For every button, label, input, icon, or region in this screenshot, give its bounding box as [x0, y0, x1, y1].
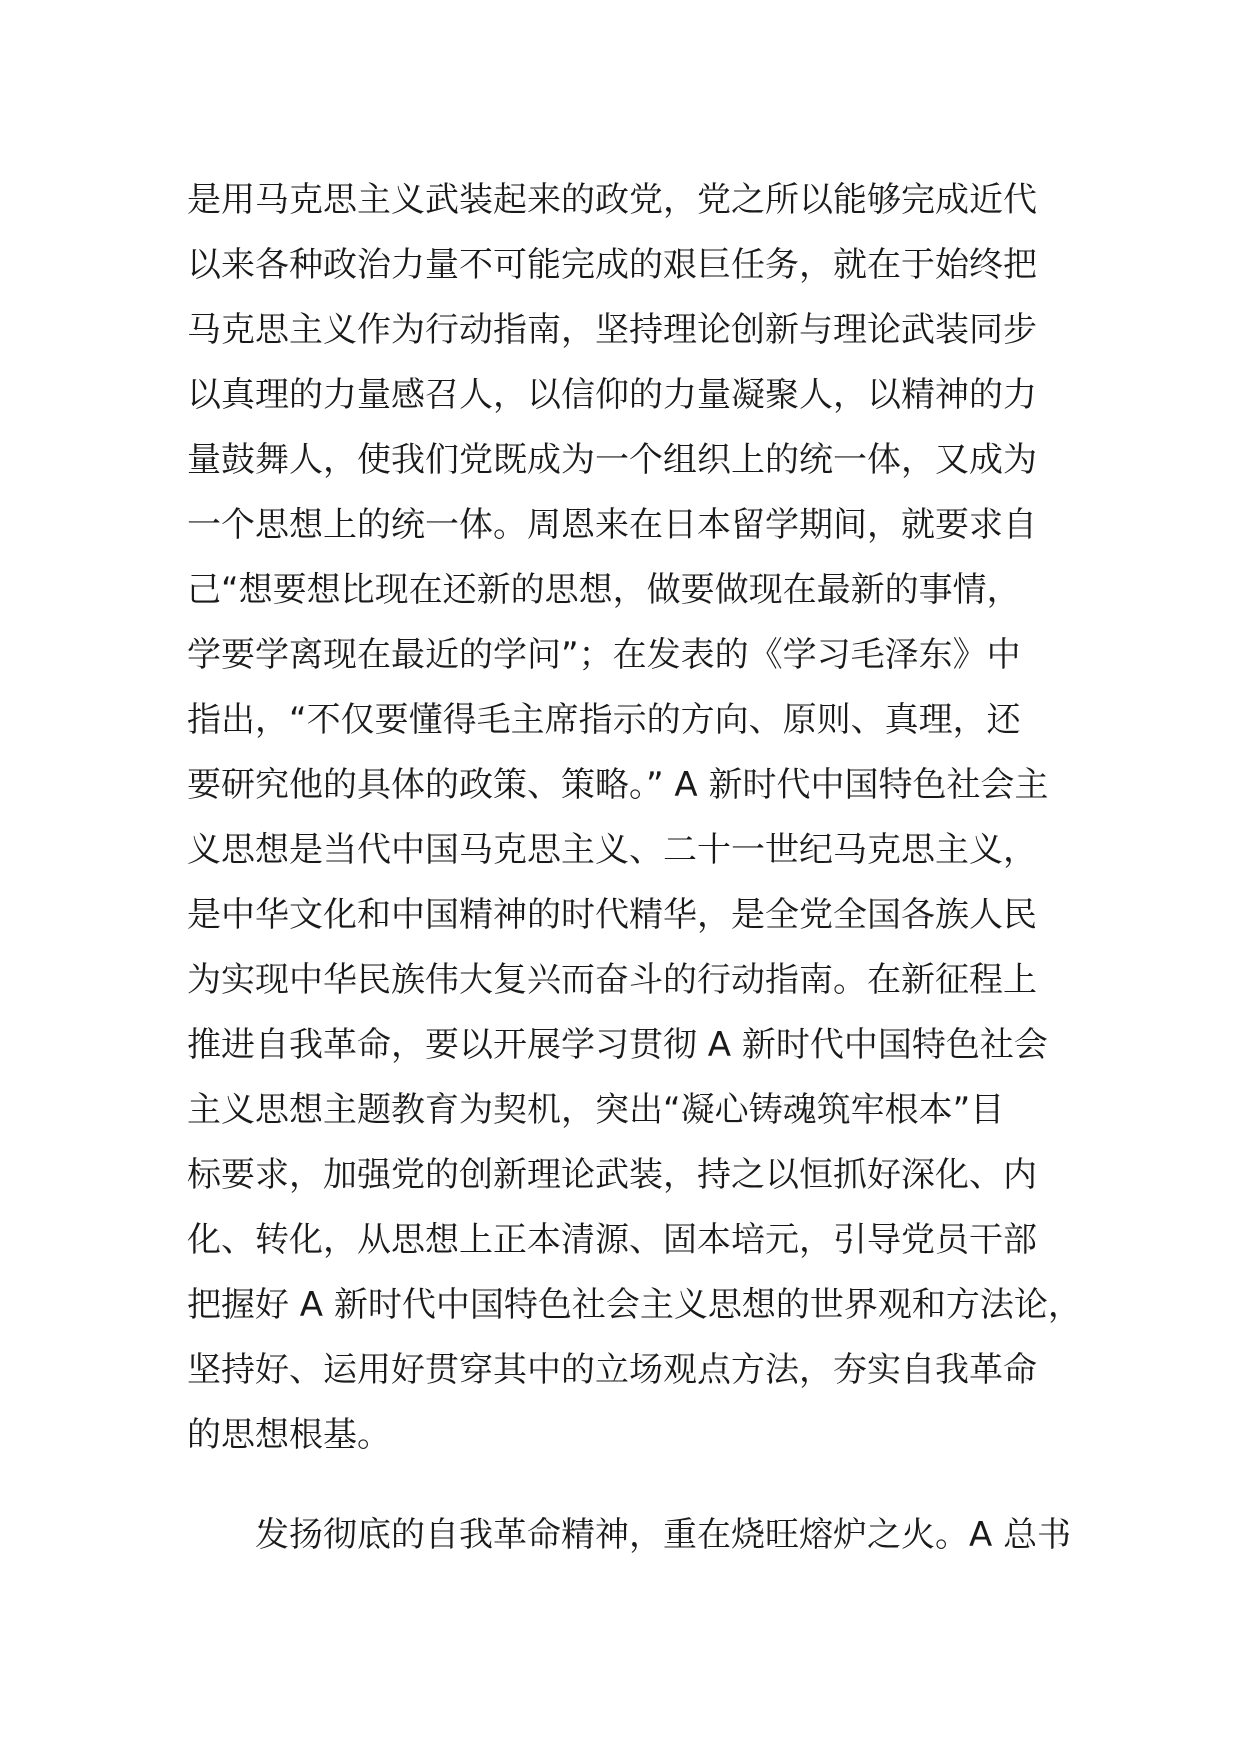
text-line: 义思想是当代中国马克思主义、二十一世纪马克思主义， [187, 830, 1037, 870]
text-line: 以真理的力量感召人，以信仰的力量凝聚人，以精神的力 [187, 375, 1037, 415]
text-line: 标要求，加强党的创新理论武装，持之以恒抓好深化、内 [187, 1155, 1037, 1195]
text-line: 为实现中华民族伟大复兴而奋斗的行动指南。在新征程上 [187, 960, 1037, 1000]
text-line: 要研究他的具体的政策、策略。” A 新时代中国特色社会主 [187, 765, 1049, 805]
text-line: 主义思想主题教育为契机，突出“凝心铸魂筑牢根本”目 [187, 1090, 1005, 1130]
text-line: 马克思主义作为行动指南，坚持理论创新与理论武装同步 [187, 310, 1037, 350]
paragraph-2 [187, 1503, 1147, 1568]
text-line: 是用马克思主义武装起来的政党，党之所以能够完成近代 [187, 180, 1037, 220]
text-line: 量鼓舞人，使我们党既成为一个组织上的统一体，又成为 [187, 440, 1037, 480]
text-line: 一个思想上的统一体。周恩来在日本留学期间，就要求自 [187, 505, 1037, 545]
text-line: 的思想根基。 [187, 1415, 391, 1455]
text-line: 坚持好、运用好贯穿其中的立场观点方法，夯实自我革命 [187, 1350, 1037, 1390]
text-line: 是中华文化和中国精神的时代精华，是全党全国各族人民 [187, 895, 1037, 935]
text-line: 推进自我革命，要以开展学习贯彻 A 新时代中国特色社会 [187, 1025, 1048, 1065]
text-line: 以来各种政治力量不可能完成的艰巨任务，就在于始终把 [187, 245, 1037, 285]
text-line: 学要学离现在最近的学问”；在发表的《学习毛泽东》中 [187, 635, 1021, 675]
paragraph-1 [187, 168, 1147, 1468]
text-line: 发扬彻底的自我革命精神，重在烧旺熔炉之火。A 总书 [255, 1515, 1072, 1555]
text-line: 指出，“不仅要懂得毛主席指示的方向、原则、真理，还 [187, 700, 1021, 740]
text-line: 己“想要想比现在还新的思想，做要做现在最新的事情， [187, 570, 1021, 610]
text-line: 把握好 A 新时代中国特色社会主义思想的世界观和方法论， [187, 1285, 1082, 1325]
text-line: 化、转化，从思想上正本清源、固本培元，引导党员干部 [187, 1220, 1037, 1260]
